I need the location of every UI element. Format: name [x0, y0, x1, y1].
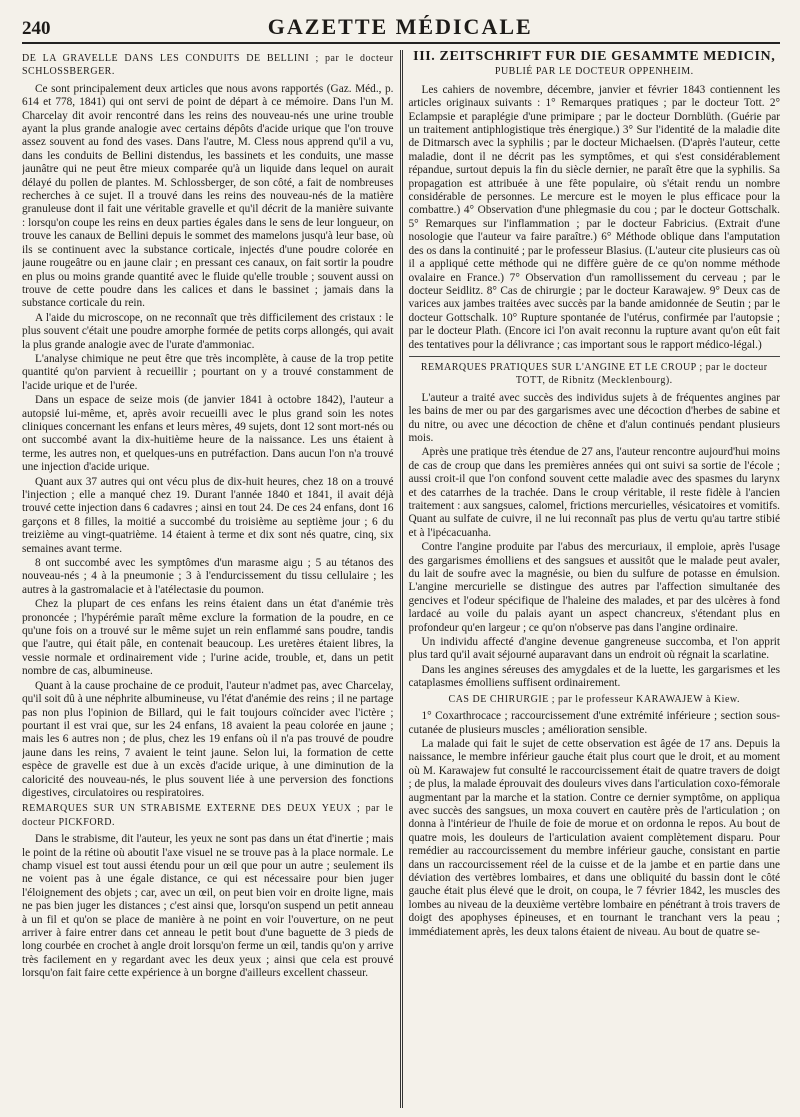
paragraph: A l'aide du microscope, on ne reconnaît que très difficilement des cristaux : le plus souvent c'était une poudre amorphe formée de petits corps allongés, qui avait la plus grande analogie avec de l'urate d'ammoniac. [22, 311, 394, 351]
paragraph: 1° Coxarthrocace ; raccourcissement d'une extrémité inférieure ; section sous-cutanée de plusieurs muscles ; amélioration sensible. [408, 710, 780, 736]
section-heading-gravelle: DE LA GRAVELLE DANS LES CONDUITS DE BELLINI ; par le docteur SCHLOSSBERGER. [22, 53, 394, 78]
divider [409, 356, 781, 357]
two-column-body [22, 50, 780, 1108]
left-column [22, 50, 400, 1108]
paragraph: L'analyse chimique ne peut être que très incomplète, à cause de la trop petite quantité qu'on parvient à recueillir ; pourtant on y a trouvé constamment de l'acide urique et de l'urée. [22, 352, 394, 392]
paragraph: Dans les angines séreuses des amygdales et de la luette, les gargarismes et les cataplasmes émolliens suffisent ordinairement. [408, 663, 780, 690]
journal-title: GAZETTE MÉDICALE [267, 14, 533, 39]
section-heading-angine: REMARQUES PRATIQUES SUR L'ANGINE ET LE CROUP ; par le docteur TOTT, de Ribnitz (Mecklenbourg). [420, 361, 768, 387]
page-number: 240 [22, 18, 51, 39]
paragraph: Ce sont principalement deux articles que nous avons rapportés (Gaz. Méd., p. 614 et 778, 1841) qui ont servi de point de départ à ce mémoire. Dans l'un M. Charcelay dit avoir rencontré dans les reins des nouveau-nés une urine trouble ayant la plus grande analogie avec certains dépôts d'acide urique que l'on trouve assez souvent au fond des vases. Dans l'autre, M. Cless nous apprend qu'il a vu, dans les conduits de Bellini distendus, les bassinets et les conduits, une masse jaunâtre qui ne peut être mieux comparée qu'à un liquide dans lequel on aurait délayé du pollen de plantes. M. Schlossberger, de son côté, a fait de nombreuses recherches à ce sujet. Il a trouvé dans les reins des nouveau-nés de la matière granuleuse dont il fait une véritable gravelle et qu'il décrit de la manière suivante : lorsqu'on coupe les reins en deux parties égales dans le sens de leur longueur, on trouve les canaux de Bellini depuis le sommet des mamelons jusqu'à leur base, où ils se continuent avec la substance corticale, injectés d'une poudre colorée en jaune rougeâtre ou en jaune clair ; en pressant ces canaux, on fait sortir la poudre en plus ou moins grande quantité avec le fluide qu'elle trouble ; souvent aussi on trouve de cette poudre dans les calices et dans le bassinet ; jamais dans la substance corticale du rein. [22, 82, 394, 310]
paragraph: Les cahiers de novembre, décembre, janvier et février 1843 contiennent les articles originaux suivants : 1° Remarques pratiques ; par le docteur Tott. 2° Eclampsie et paraplégie d'une primipare ; par le docteur Dornblüth. (Guérie par un traitement antiphlogistique très énergique.) 3° Sur l'identité de la maladie dite de Ditmarsch avec la syphilis ; par le docteur Michaelsen. (D'après l'auteur, cette maladie, dont il ne décrit pas les symptômes, et qui s'est considérablement répandue, surtout depuis la fin du siècle dernier, ne paraît être que la syphilis. Sa propagation est attribuée à une fête populaire, où s'était rendu un nombre considérable de personnes. Le mercure est le moyen le plus efficace pour la combattre.) 4° Observation d'une phlegmasie du cou ; par le docteur Gottschalk. 5° Remarques sur l'inflammation ; par le docteur Fabricius. (Extrait d'une nosologie que l'auteur va faire paraître.) 6° Méthode oblique dans l'amputation des os dans la continuité ; par le professeur Blasius. (L'auteur cite plusieurs cas où il a appliqué cette méthode qui ne diffère guère de ce qu'on nomme méthode ovalaire en France.) 7° Observation d'un ramollissement du cerveau ; par le docteur Seidlitz. 8° Cas de chirurgie ; par le docteur Karawajew. 9° Deux cas de varices aux jambes traitées avec succès par la bande amidonnée de Seutin ; par le docteur Gottschalk. 10° Rupture spontanée de l'utérus, confirmée par l'autopsie ; par le docteur Plath. (Encore ici l'on avait reconnu la rupture avant qu'on eût fait des tentatives pour la délivrance ; cas important sous le rapport médico-légal.) [408, 83, 780, 351]
paragraph: Chez la plupart de ces enfans les reins étaient dans un état d'anémie très prononcée ; l'hypérémie paraît même exclure la formation de la poudre, en ce qu'une fois on a trouvé sur le même sujet un rein enflammé sans poudre, tandis que l'autre, qui était pâle, en contenait beaucoup. Les uretères étaient libres, la vessie normale et ordinairement vide ; l'urine acide, trouble, et, dans un petit nombre de cas, albumineuse. [22, 598, 394, 678]
running-header [22, 14, 780, 44]
paragraph: La malade qui fait le sujet de cette observation est âgée de 17 ans. Depuis la naissance, le membre inférieur gauche était plus court que le droit, et au moment où M. Karawajew fut consulté le raccourcissement était de quatre travers de doigt ; de plus, la malade éprouvait des douleurs vives dans l'articulation coxo-fémorale augmentant par la marche et la station. Contre ce dernier symptôme, on appliqua avec succès des sangsues, un moxa couvert en cautère près de l'articulation ; on donna à l'intérieur de l'huile de foie de morue et on ordonna le repos. Au bout de quatre mois, les douleurs de l'articulation avaient complètement disparu. Pour remédier au raccourcissement du membre inférieur gauche, consistant en partie dans un raccourcissement réel de la cuisse et de la jambe et en partie dans une déviation des vertèbres lombaires, et dans une obliquité du bassin dont le côté gauche était plus élevé que le droit, on coupa, le 7 février 1842, les muscles des lombes au niveau de la deuxième vertèbre lombaire en pénétrant à trois travers de doigt des apophyses épineuses, et en tournant le tranchant vers la peau ; immédiatement après, les deux talons étaient de niveau. Au bout de quatre se- [408, 737, 780, 938]
right-column [403, 50, 781, 1108]
paragraph: Après une pratique très étendue de 27 ans, l'auteur rencontre aujourd'hui moins de cas de croup que dans les premières années qui ont suivi sa sortie de l'école ; aussi croit-il que l'on confond souvent cette maladie avec des spasmes du larynx et des catarrhes de la trachée. Dans le croup véritable, il reste fidèle à l'ancien traitement : aux sangsues, calomel, frictions mercurielles, vésicatoires et vomitifs. Quant au sulfate de cuivre, il ne lui reconnaît pas plus de vertu qu'au tartre stibié et à l'ipécacuanha. [408, 446, 780, 539]
paragraph: Quant à la cause prochaine de ce produit, l'auteur n'admet pas, avec Charcelay, qu'il soit dû à une néphrite albumineuse, vu l'état d'anémie des reins ; il ne partage pas non plus l'opinion de Billard, qui le fait toujours coïncider avec l'ictère ; pourtant il est vrai que, sur les 24 enfans, 18 avaient la peau colorée en jaune ; mais les 6 autres non ; de plus, chez les 19 enfans où il n'a pas trouvé de poudre jaune dans les reins, 7 avaient le teint jaune. Selon lui, la formation de cette espèce de gravelle est due à un excès d'acide urique, à une diminution de la caloricité des nouveau-nés, le plus souvent liée à une perversion des fonctions digestives, circulatoires ou respiratoires. [22, 679, 394, 799]
journal-editor-line: PUBLIÉ PAR LE DOCTEUR OPPENHEIM. [494, 66, 694, 78]
paragraph: Un individu affecté d'angine devenue gangreneuse succomba, et l'on apprit plus tard qu'il avait séjourné auparavant dans un endroit où régnait la scarlatine. [408, 636, 780, 662]
paragraph: Contre l'angine produite par l'abus des mercuriaux, il emploie, après l'usage des gargarismes émolliens et des sangsues et aussitôt que le malade peut avaler, du lait de soufre avec la magnésie, ou bien du sulfure de potasse en émulsion. L'angine mercurielle se distingue des autres par l'affection simultanée des gencives et l'odeur spécifique de l'haleine des malades, et par des ulcères à fond lardacé au voile du palais ayant un aspect chancreux, s'étendant plus en profondeur qu'en largeur ; ce qu'on n'observe pas dans l'angine ordinaire. [408, 541, 780, 634]
section-heading-strabisme: REMARQUES SUR UN STRABISME EXTERNE DES DEUX YEUX ; par le docteur PICKFORD. [22, 803, 394, 828]
paragraph: Quant aux 37 autres qui ont vécu plus de dix-huit heures, chez 18 on a trouvé l'injection ; elle a manqué chez 19. Durant l'année 1840 et 1841, il avait déjà trouvé cette injection dans 6 cadavres ; ainsi en tout 24. De ces 24 enfans, dont 16 garçons et 8 filles, la moitié a succombé du troisième au septième jour ; 6 du treizième au vingt-quatrième. 14 étaient à terme et dix sont nés quatre, cinq, six semaines avant terme. [22, 475, 394, 555]
paragraph: Dans un espace de seize mois (de janvier 1841 à octobre 1842), l'auteur a autopsié lui-même, et, après avoir recueilli avec le plus grand soin les notes cliniques concernant les enfans et leurs mères, 49 sujets, dont 12 sont mort-nés ou ont succombé avant la dix-huitième heure de la naissance. Les uns étaient à terme, les autres non, et quelques-uns en putréfaction. Dans aucun l'on n'a trouvé une injection d'acide urique. [22, 394, 394, 474]
journal-section-heading: III. ZEITSCHRIFT FUR DIE GESAMMTE MEDICIN, [413, 50, 776, 64]
section-heading-chirurgie: CAS DE CHIRURGIE ; par le professeur KARAWAJEW à Kiew. [448, 693, 740, 705]
paragraph: 8 ont succombé avec les symptômes d'un marasme aigu ; 5 au tétanos des nouveau-nés ; 4 à la pneumonie ; 3 à l'endurcissement du tissu cellulaire ; les autres à la gastromalacie et à l'atélectasie du poumon. [22, 557, 394, 596]
paragraph: Dans le strabisme, dit l'auteur, les yeux ne sont pas dans un état d'inertie ; mais le point de la rétine où aboutit l'axe visuel ne se trouve pas à la place normale. Le champ visuel est tout aussi étendu pour un œil que pour un autre ; seulement ils ne voient pas à une égale distance, ce qui est nécessaire pour bien juger l'éloignement des objets ; car, avec un œil, on peut bien voir en droite ligne, mais ne pas bien juger les distances ; c'est ainsi que, lorsqu'on suspend un petit anneau à un fil et qu'on se place de manière à ne point en voir l'ouverture, on ne peut arriver à faire entrer dans cet anneau le petit bout d'une baguette de 3 pieds de long courbée en crochet à angle droit lorsqu'on ferme un œil, tandis qu'on y arrive très facilement en y regardant avec les deux yeux ; ainsi que cela est prouvé lorsqu'on fait faire cette expérience à un borgne d'ailleurs excellent chasseur. [22, 833, 394, 980]
paragraph: L'auteur a traité avec succès des individus sujets à de fréquentes angines par les bains de mer ou par des gargarismes avec une décoction d'herbes de sabine et du nitre, ou avec une décoction de chêne et d'alun continués pendant plusieurs mois. [408, 391, 780, 444]
